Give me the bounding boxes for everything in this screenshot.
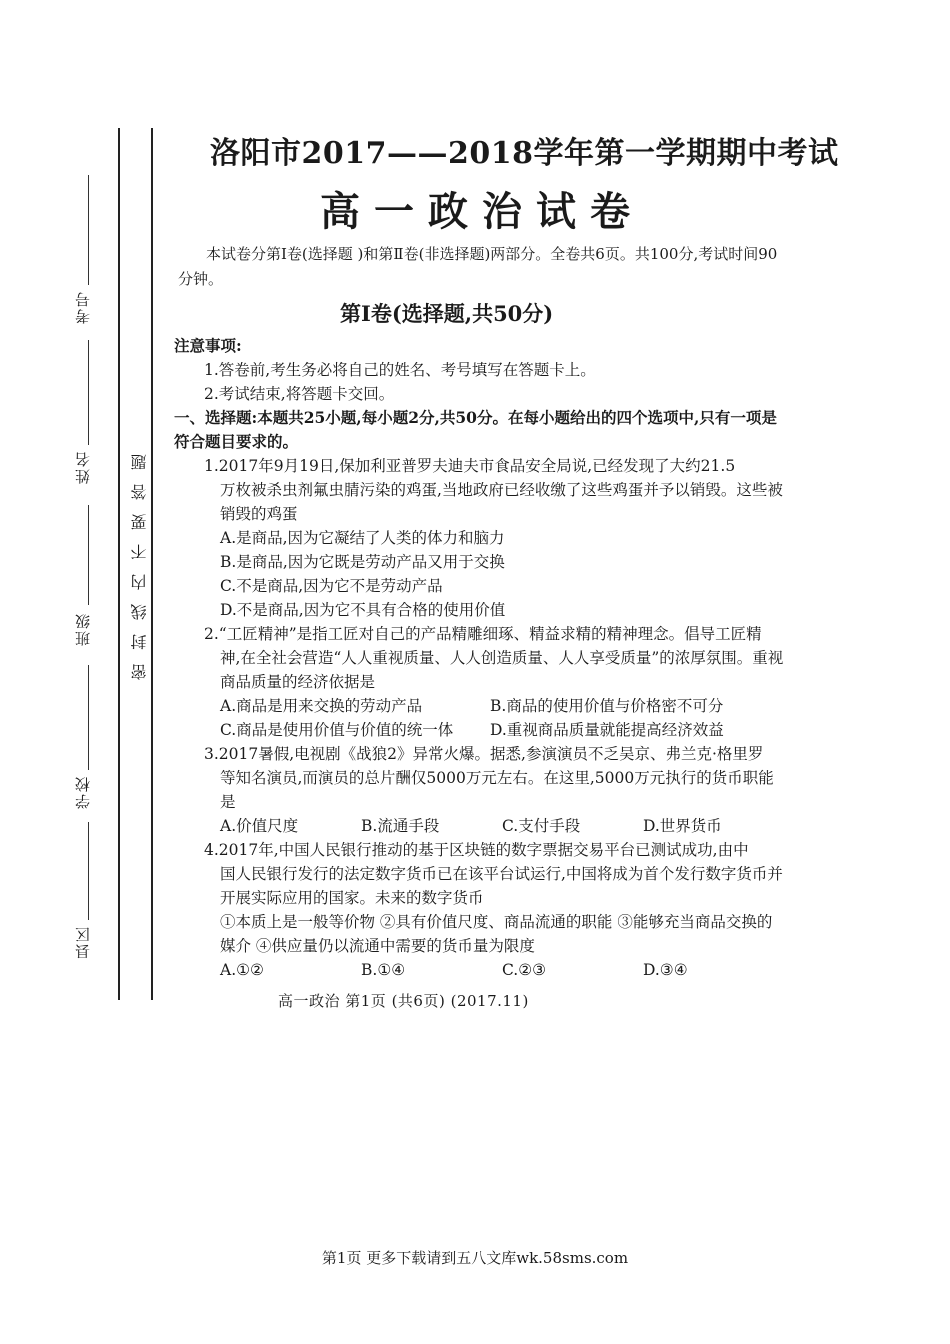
page-footer: 高一政治 第1页 (共6页) (2017.11) [278,992,529,1010]
option-d: D.世界货币 [643,817,722,835]
exam-title: 洛阳市2017——2018学年第一学期期中考试 [210,136,839,171]
option-b: B.是商品,因为它既是劳动产品又用于交换 [220,553,505,571]
option-a: A.价值尺度 [220,817,299,835]
option-a: A.是商品,因为它凝结了人类的体力和脑力 [220,529,505,547]
sidebar-blank-district[interactable] [88,822,89,920]
option-c: C.不是商品,因为它不是劳动产品 [220,577,443,595]
sidebar-blank-school[interactable] [88,665,89,770]
section-title: 第Ⅰ卷(选择题,共50分) [340,301,554,326]
question-stem-lead: 4.2017年,中国人民银行推动的基于区块链的数字票据交易平台已测试成功,由中 [204,841,749,859]
option-c: C.②③ [502,961,547,979]
option-a: A.①② [220,961,264,979]
option-row [174,814,784,838]
paper-subtitle: 高一政治试卷 [320,188,644,235]
notice-item: 2.考试结束,将答题卡交回。 [204,385,395,403]
sidebar-field-class: 班级 [74,612,92,646]
question-stem-lead: 1.2017年9月19日,保加利亚普罗夫迪夫市食品安全局说,已经发现了大约21.5 [204,457,736,475]
sidebar-field-exam-number: 考号 [74,290,92,324]
question-stem-lead: 3.2017暑假,电视剧《战狼2》异常火爆。据悉,参演演员不乏吴京、弗兰克·格里罗 [204,745,764,763]
sidebar-field-school: 学校 [74,775,92,809]
option-a: A.商品是用来交换的劳动产品 [220,697,423,715]
option-c: C.支付手段 [502,817,581,835]
source-note: 第1页 更多下载请到五八文库wk.58sms.com [321,1249,629,1267]
intro-paragraph: 本试卷分第Ⅰ卷(选择题 )和第Ⅱ卷(非选择题)两部分。全卷共6页。共100分,考试时间90分钟。 [178,245,778,288]
option-b: B.商品的使用价值与价格密不可分 [490,697,724,715]
option-b: B.流通手段 [361,817,440,835]
option-d: D.不是商品,因为它不具有合格的使用价值 [220,601,506,619]
binding-line-inner [151,128,153,1000]
question-stem-rest: 国人民银行发行的法定数字货币已在该平台试运行,中国将成为首个发行数字货币并开展实际应用的国家。未来的数字货币 [220,865,783,907]
sidebar-field-name: 姓名 [74,450,92,484]
option-d: D.重视商品质量就能提高经济效益 [490,721,724,739]
question-stem-rest: 等知名演员,而演员的总片酬仅5000万元左右。在这里,5000万元执行的货币职能是 [220,769,774,811]
notice-heading: 注意事项: [174,336,242,355]
option-c: C.商品是使用价值与价值的统一体 [220,721,454,739]
sidebar-blank-class[interactable] [88,505,89,605]
option-b: B.①④ [361,961,406,979]
question-stem-rest: 万枚被杀虫剂氟虫腈污染的鸡蛋,当地政府已经收缴了这些鸡蛋并予以销毁。这些被销毁的鸡蛋 [220,481,783,523]
option-row [174,694,784,718]
binding-line-outer [118,128,120,1000]
exam-content [174,334,784,982]
part-one-instructions: 一、选择题:本题共25小题,每小题2分,共50分。在每小题给出的四个选项中,只有一项是符合题目要求的。 [174,408,777,451]
question-choices: ①本质上是一般等价物 ②具有价值尺度、商品流通的职能 ③能够充当商品交换的媒介 ④供应量仍以流通中需要的货币量为限度 [220,913,773,955]
seal-line-notice: 密封线内不要答题 [130,440,149,680]
option-row [174,718,784,742]
question-stem-lead: 2.“工匠精神”是指工匠对自己的产品精雕细琢、精益求精的精神理念。倡导工匠精 [204,625,762,643]
sidebar-blank-exam-number[interactable] [88,175,89,285]
sidebar-field-district: 县区 [74,925,92,959]
option-d: D.③④ [643,961,688,979]
question-stem-rest: 神,在全社会营造“人人重视质量、人人创造质量、人人享受质量”的浓厚氛围。重视商品质量的经济依据是 [220,649,784,691]
notice-item: 1.答卷前,考生务必将自己的姓名、考号填写在答题卡上。 [204,361,596,379]
option-row [174,958,784,982]
sidebar-blank-name[interactable] [88,340,89,445]
